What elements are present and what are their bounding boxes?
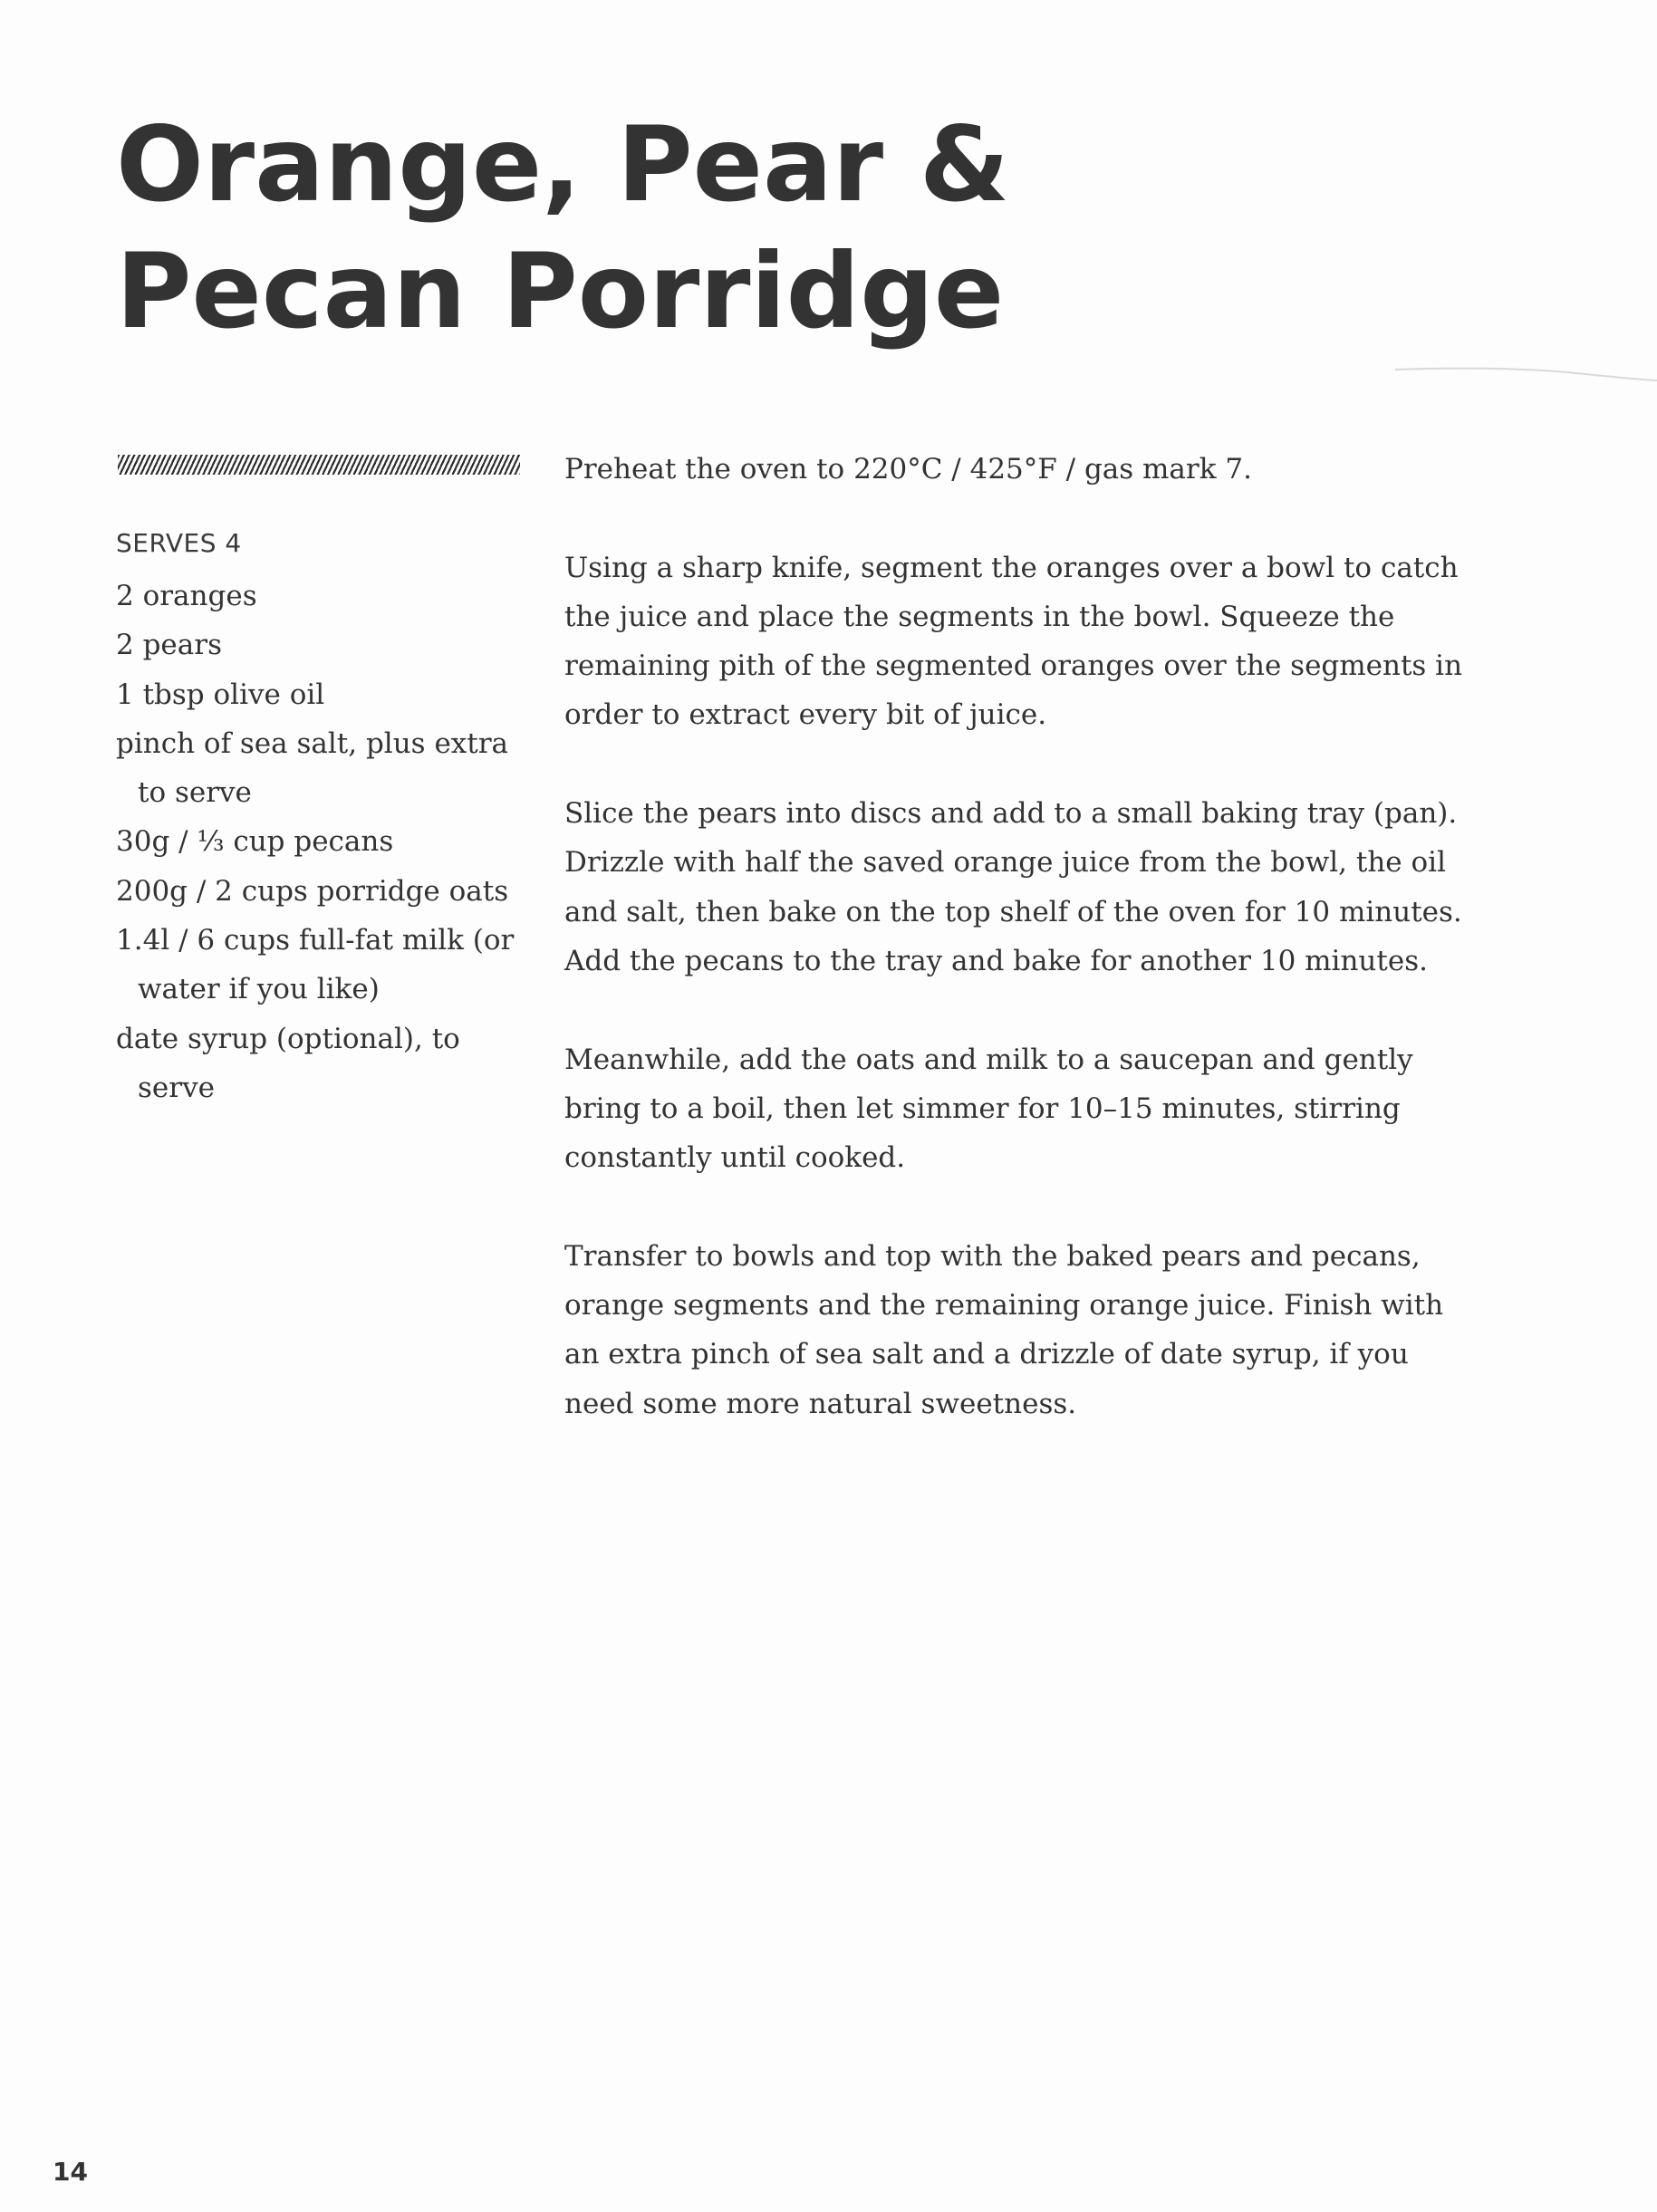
ingredient-item: 1 tbsp olive oil — [116, 678, 325, 711]
method-steps — [564, 445, 1470, 1477]
method-step: Transfer to bowls and top with the baked pears and pecans, orange segments and the remaining orange juice. Finish with an extra pinch of sea salt and a drizzle of date syrup, if you need some more natural sweetness. — [564, 1239, 1444, 1420]
recipe-title-line-2: Pecan Porridge — [116, 231, 1005, 351]
recipe-title — [116, 101, 1009, 355]
ingredient-item: 1.4l / 6 cups full-fat milk (or water if you like) — [116, 924, 515, 1006]
method-step: Preheat the oven to 220°C / 425°F / gas mark 7. — [564, 453, 1252, 486]
recipe-title-line-1: Orange, Pear & — [116, 104, 1010, 225]
page-number: 14 — [53, 2157, 88, 2187]
hatched-divider — [118, 455, 520, 475]
serves-label: SERVES 4 — [116, 528, 242, 558]
ingredient-item: 2 pears — [116, 629, 222, 662]
method-step: Slice the pears into discs and add to a small baking tray (pan). Drizzle with half the saved orange juice from the bowl, the oil and salt, then bake on the top shelf of the oven for 10 minutes. Add the pecans to the tray and bake for another 10 minutes. — [564, 797, 1462, 977]
ingredient-item: 2 oranges — [116, 580, 257, 612]
ingredient-list — [116, 572, 533, 1112]
ingredient-item: 200g / 2 cups porridge oats — [116, 874, 509, 908]
scan-artifact — [1395, 362, 1657, 384]
ingredient-item: date syrup (optional), to serve — [116, 1022, 460, 1104]
method-step: Meanwhile, add the oats and milk to a saucepan and gently bring to a boil, then let simmer for 10–15 minutes, stirring constantly until cooked. — [564, 1043, 1413, 1175]
ingredient-item: pinch of sea salt, plus extra to serve — [116, 726, 509, 810]
ingredient-item: 30g / ⅓ cup pecans — [116, 825, 394, 859]
method-step: Using a sharp knife, segment the oranges over a bowl to catch the juice and place the segments in the bowl. Squeeze the remaining pith of the segmented oranges over the segments in order to extract every bit of juice. — [564, 551, 1463, 732]
